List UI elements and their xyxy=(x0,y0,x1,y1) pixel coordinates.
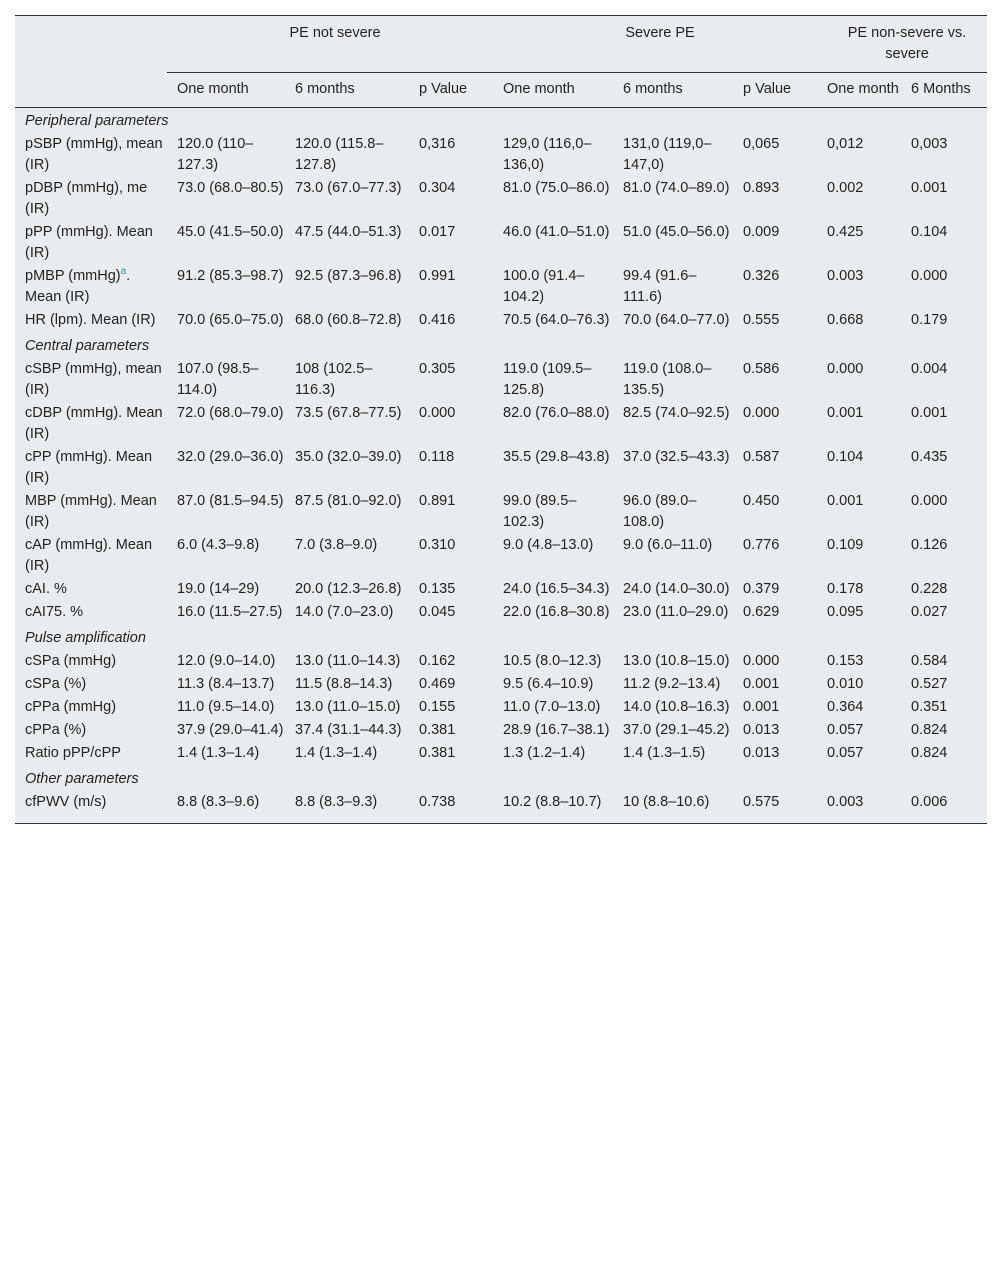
table-body xyxy=(15,108,987,824)
row-label-text: cSPa (%) xyxy=(25,676,87,692)
table-cell: 119.0 (108.0–135.5) xyxy=(623,361,712,398)
section-title: Central parameters xyxy=(25,338,150,354)
table-cell: 0.010 xyxy=(827,676,864,692)
header-group-severe: Severe PE xyxy=(625,25,695,41)
table-cell: 99.0 (89.5–102.3) xyxy=(503,493,577,530)
table-row xyxy=(15,359,987,403)
table-cell: 0.000 xyxy=(743,405,780,421)
table-cell: 70.0 (65.0–75.0) xyxy=(177,312,284,328)
row-label xyxy=(15,359,167,403)
row-label xyxy=(15,178,167,222)
table-cell: 0.153 xyxy=(827,653,864,669)
table-cell: 0.364 xyxy=(827,699,864,715)
table-cell: 35.0 (32.0–39.0) xyxy=(295,449,402,465)
row-label-suffix: . Mean (IR) xyxy=(25,268,131,305)
table-cell: 0.668 xyxy=(827,312,864,328)
table-cell: 82.5 (74.0–92.5) xyxy=(623,405,730,421)
column-header: 6 months xyxy=(285,73,409,108)
table-cell: 0.629 xyxy=(743,604,780,620)
table-cell: 19.0 (14–29) xyxy=(177,581,260,597)
table-cell: 0,012 xyxy=(827,136,864,152)
table-cell: 68.0 (60.8–72.8) xyxy=(295,312,402,328)
table-cell: 8.8 (8.3–9.3) xyxy=(295,794,378,810)
row-label-text: cPPa (mmHg) xyxy=(25,699,117,715)
column-header: 6 Months xyxy=(901,73,987,108)
table-cell: 73.0 (68.0–80.5) xyxy=(177,180,284,196)
row-label xyxy=(15,447,167,491)
table-row xyxy=(15,222,987,266)
table-cell: 0.003 xyxy=(827,794,864,810)
table-cell: 37.0 (29.1–45.2) xyxy=(623,722,730,738)
table-row xyxy=(15,535,987,579)
table-cell: 24.0 (14.0–30.0) xyxy=(623,581,730,597)
table-row xyxy=(15,447,987,491)
column-header: p Value xyxy=(733,73,817,108)
section-title: Pulse amplification xyxy=(25,630,146,646)
table-cell: 107.0 (98.5–114.0) xyxy=(177,361,259,398)
table-cell: 0.435 xyxy=(911,449,948,465)
table-cell: 0.013 xyxy=(743,745,780,761)
table-row xyxy=(15,310,987,333)
column-header: One month xyxy=(167,73,285,108)
table-cell: 0.586 xyxy=(743,361,780,377)
table-cell: 87.5 (81.0–92.0) xyxy=(295,493,402,509)
table-cell: 92.5 (87.3–96.8) xyxy=(295,268,402,284)
table-cell: 10.5 (8.0–12.3) xyxy=(503,653,602,669)
table-cell: 0.027 xyxy=(911,604,948,620)
table-cell: 0.379 xyxy=(743,581,780,597)
row-label xyxy=(15,134,167,178)
table-cell: 47.5 (44.0–51.3) xyxy=(295,224,402,240)
table-cell: 14.0 (7.0–23.0) xyxy=(295,604,394,620)
table-cell: 0.104 xyxy=(827,449,864,465)
table-cell: 131,0 (119,0–147,0) xyxy=(623,136,712,173)
row-label xyxy=(15,602,167,625)
table-cell: 9.0 (6.0–11.0) xyxy=(623,537,713,553)
table-cell: 72.0 (68.0–79.0) xyxy=(177,405,284,421)
table-cell: 0.527 xyxy=(911,676,948,692)
table-cell: 0,065 xyxy=(743,136,780,152)
table-cell: 45.0 (41.5–50.0) xyxy=(177,224,284,240)
row-label xyxy=(15,792,167,824)
table-cell: 37.9 (29.0–41.4) xyxy=(177,722,284,738)
row-label-text: cAI. % xyxy=(25,581,67,597)
table-cell: 0.000 xyxy=(911,493,948,509)
row-label-text: cAI75. % xyxy=(25,604,84,620)
table-row xyxy=(15,651,987,674)
table-cell: 12.0 (9.0–14.0) xyxy=(177,653,276,669)
table-cell: 0.179 xyxy=(911,312,948,328)
table-cell: 22.0 (16.8–30.8) xyxy=(503,604,610,620)
table-cell: 0.000 xyxy=(911,268,948,284)
table-cell: 120.0 (110–127.3) xyxy=(177,136,254,173)
section-header-row xyxy=(15,333,987,359)
table-cell: 0.425 xyxy=(827,224,864,240)
table-cell: 0.381 xyxy=(419,745,456,761)
row-label-text: cPP (mmHg). Mean (IR) xyxy=(25,449,153,486)
table-cell: 24.0 (16.5–34.3) xyxy=(503,581,610,597)
table-row xyxy=(15,674,987,697)
table-cell: 1.4 (1.3–1.4) xyxy=(295,745,378,761)
table-cell: 20.0 (12.3–26.8) xyxy=(295,581,402,597)
table-cell: 0.450 xyxy=(743,493,780,509)
row-label xyxy=(15,743,167,766)
table-cell: 0.155 xyxy=(419,699,456,715)
table-cell: 13.0 (11.0–14.3) xyxy=(295,653,401,669)
row-label-text: cSPa (mmHg) xyxy=(25,653,117,669)
table-cell: 13.0 (10.8–15.0) xyxy=(623,653,730,669)
table-row xyxy=(15,720,987,743)
table-cell: 129,0 (116,0–136,0) xyxy=(503,136,592,173)
section-header-row xyxy=(15,108,987,135)
table-cell: 37.0 (32.5–43.3) xyxy=(623,449,730,465)
table-cell: 0.776 xyxy=(743,537,780,553)
table-cell: 0.004 xyxy=(911,361,948,377)
table-cell: 81.0 (75.0–86.0) xyxy=(503,180,610,196)
table-cell: 1.3 (1.2–1.4) xyxy=(503,745,586,761)
row-label-text: HR (lpm). Mean (IR) xyxy=(25,312,156,328)
table-cell: 0.001 xyxy=(827,405,864,421)
table-cell: 0.017 xyxy=(419,224,456,240)
column-header: One month xyxy=(817,73,901,108)
table-cell: 11.2 (9.2–13.4) xyxy=(623,676,721,692)
table-cell: 0.304 xyxy=(419,180,456,196)
table-cell: 0.009 xyxy=(743,224,780,240)
table-cell: 35.5 (29.8–43.8) xyxy=(503,449,610,465)
table-cell: 0.584 xyxy=(911,653,948,669)
table-cell: 0.109 xyxy=(827,537,864,553)
table-cell: 0.118 xyxy=(419,449,455,465)
table-cell: 0.178 xyxy=(827,581,864,597)
row-label-text: pDBP (mmHg), me (IR) xyxy=(25,180,148,217)
table-cell: 0.991 xyxy=(419,268,456,284)
row-label xyxy=(15,491,167,535)
table-row xyxy=(15,403,987,447)
table-row xyxy=(15,579,987,602)
header-group-compare: PE non-severe vs. severe xyxy=(847,25,967,62)
table-cell: 0.162 xyxy=(419,653,456,669)
table-cell: 37.4 (31.1–44.3) xyxy=(295,722,402,738)
table-cell: 87.0 (81.5–94.5) xyxy=(177,493,284,509)
table-cell: 0.001 xyxy=(743,676,780,692)
table-cell: 100.0 (91.4–104.2) xyxy=(503,268,585,305)
table-container xyxy=(15,15,987,824)
table-cell: 73.0 (67.0–77.3) xyxy=(295,180,402,196)
table-cell: 46.0 (41.0–51.0) xyxy=(503,224,610,240)
table-cell: 0.045 xyxy=(419,604,456,620)
table-cell: 0.135 xyxy=(419,581,456,597)
row-label-text: pMBP (mmHg) xyxy=(25,268,121,284)
header-blank xyxy=(15,73,167,108)
table-cell: 0.006 xyxy=(911,794,948,810)
table-header xyxy=(15,16,987,108)
row-label-text: cAP (mmHg). Mean (IR) xyxy=(25,537,153,574)
row-label-text: cfPWV (m/s) xyxy=(25,794,107,810)
table-cell: 10.2 (8.8–10.7) xyxy=(503,794,602,810)
table-cell: 0.126 xyxy=(911,537,948,553)
row-label xyxy=(15,651,167,674)
table-cell: 0.000 xyxy=(827,361,864,377)
section-title: Other parameters xyxy=(25,771,139,787)
table-row xyxy=(15,743,987,766)
table-cell: 16.0 (11.5–27.5) xyxy=(177,604,283,620)
results-table xyxy=(15,15,987,824)
table-cell: 0.000 xyxy=(743,653,780,669)
table-cell: 0.057 xyxy=(827,722,864,738)
table-cell: 51.0 (45.0–56.0) xyxy=(623,224,730,240)
table-cell: 7.0 (3.8–9.0) xyxy=(295,537,378,553)
table-cell: 14.0 (10.8–16.3) xyxy=(623,699,730,715)
header-blank xyxy=(15,16,167,73)
table-cell: 0.228 xyxy=(911,581,948,597)
row-label xyxy=(15,266,167,310)
section-title: Peripheral parameters xyxy=(25,113,169,129)
header-group-not-severe: PE not severe xyxy=(289,25,381,41)
table-cell: 1.4 (1.3–1.5) xyxy=(623,745,706,761)
table-cell: 9.0 (4.8–13.0) xyxy=(503,537,594,553)
row-label xyxy=(15,697,167,720)
table-cell: 0.095 xyxy=(827,604,864,620)
table-cell: 0.305 xyxy=(419,361,456,377)
row-label-text: MBP (mmHg). Mean (IR) xyxy=(25,493,157,530)
table-cell: 0.057 xyxy=(827,745,864,761)
table-cell: 0.326 xyxy=(743,268,780,284)
row-label-text: cSBP (mmHg), mean (IR) xyxy=(25,361,162,398)
table-cell: 8.8 (8.3–9.6) xyxy=(177,794,260,810)
table-cell: 1.4 (1.3–1.4) xyxy=(177,745,260,761)
table-cell: 82.0 (76.0–88.0) xyxy=(503,405,610,421)
table-cell: 0.891 xyxy=(419,493,456,509)
table-row xyxy=(15,602,987,625)
table-cell: 0.469 xyxy=(419,676,456,692)
table-cell: 70.5 (64.0–76.3) xyxy=(503,312,610,328)
table-cell: 0.001 xyxy=(911,405,948,421)
table-cell: 0,003 xyxy=(911,136,948,152)
table-cell: 6.0 (4.3–9.8) xyxy=(177,537,260,553)
table-cell: 0,316 xyxy=(419,136,456,152)
table-cell: 0.001 xyxy=(743,699,780,715)
row-label-text: Ratio pPP/cPP xyxy=(25,745,121,761)
table-cell: 0.555 xyxy=(743,312,780,328)
table-cell: 108 (102.5–116.3) xyxy=(295,361,373,398)
table-row xyxy=(15,792,987,824)
table-cell: 0.738 xyxy=(419,794,456,810)
table-cell: 91.2 (85.3–98.7) xyxy=(177,268,284,284)
row-label-text: cDBP (mmHg). Mean (IR) xyxy=(25,405,163,442)
row-label xyxy=(15,403,167,447)
row-label xyxy=(15,535,167,579)
table-cell: 0.310 xyxy=(419,537,456,553)
row-label xyxy=(15,222,167,266)
table-cell: 0.001 xyxy=(827,493,864,509)
table-cell: 23.0 (11.0–29.0) xyxy=(623,604,729,620)
table-cell: 28.9 (16.7–38.1) xyxy=(503,722,610,738)
row-label-text: pPP (mmHg). Mean (IR) xyxy=(25,224,153,261)
table-cell: 120.0 (115.8–127.8) xyxy=(295,136,384,173)
row-label xyxy=(15,674,167,697)
table-cell: 0.824 xyxy=(911,745,948,761)
table-row xyxy=(15,266,987,310)
row-label-text: cPPa (%) xyxy=(25,722,87,738)
section-header-row xyxy=(15,625,987,651)
table-row xyxy=(15,491,987,535)
table-cell: 0.381 xyxy=(419,722,456,738)
table-cell: 0.002 xyxy=(827,180,864,196)
table-cell: 0.001 xyxy=(911,180,948,196)
table-cell: 0.003 xyxy=(827,268,864,284)
footnote-link[interactable]: a xyxy=(120,266,127,278)
table-cell: 0.000 xyxy=(419,405,456,421)
table-cell: 0.587 xyxy=(743,449,780,465)
row-label xyxy=(15,310,167,333)
table-cell: 11.3 (8.4–13.7) xyxy=(177,676,275,692)
table-cell: 0.824 xyxy=(911,722,948,738)
column-header: 6 months xyxy=(613,73,733,108)
table-cell: 13.0 (11.0–15.0) xyxy=(295,699,401,715)
table-row xyxy=(15,178,987,222)
table-cell: 0.575 xyxy=(743,794,780,810)
table-cell: 0.416 xyxy=(419,312,456,328)
table-cell: 0.351 xyxy=(911,699,948,715)
table-cell: 32.0 (29.0–36.0) xyxy=(177,449,284,465)
row-label xyxy=(15,579,167,602)
table-cell: 73.5 (67.8–77.5) xyxy=(295,405,402,421)
table-cell: 11.5 (8.8–14.3) xyxy=(295,676,393,692)
table-cell: 0.893 xyxy=(743,180,780,196)
table-cell: 11.0 (7.0–13.0) xyxy=(503,699,601,715)
table-cell: 11.0 (9.5–14.0) xyxy=(177,699,275,715)
column-header: p Value xyxy=(409,73,493,108)
table-cell: 81.0 (74.0–89.0) xyxy=(623,180,730,196)
table-cell: 10 (8.8–10.6) xyxy=(623,794,710,810)
table-cell: 0.104 xyxy=(911,224,948,240)
table-cell: 0.013 xyxy=(743,722,780,738)
table-row xyxy=(15,697,987,720)
table-cell: 70.0 (64.0–77.0) xyxy=(623,312,730,328)
table-cell: 9.5 (6.4–10.9) xyxy=(503,676,594,692)
table-cell: 99.4 (91.6–111.6) xyxy=(623,268,697,305)
column-header: One month xyxy=(493,73,613,108)
table-cell: 96.0 (89.0–108.0) xyxy=(623,493,697,530)
row-label xyxy=(15,720,167,743)
table-row xyxy=(15,134,987,178)
table-cell: 119.0 (109.5–125.8) xyxy=(503,361,592,398)
section-header-row xyxy=(15,766,987,792)
row-label-text: pSBP (mmHg), mean (IR) xyxy=(25,136,163,173)
